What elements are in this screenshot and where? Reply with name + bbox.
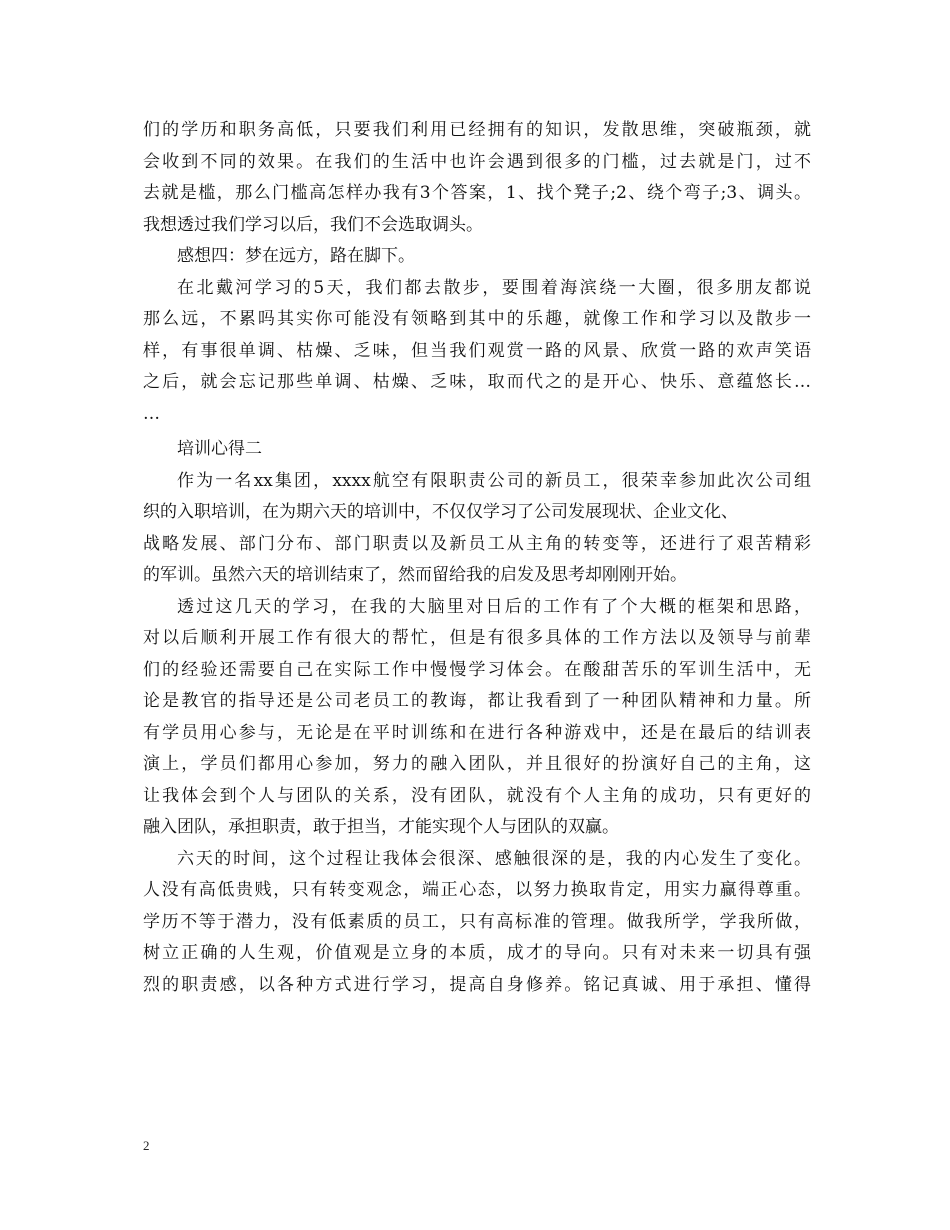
text-line: 演上，学员们都用心参加，努力的融入团队，并且很好的扮演好自己的主角，这: [143, 754, 811, 774]
text-line: 六天的时间，这个过程让我体会很深、感触很深的是，我的内心发生了变化。: [177, 848, 811, 869]
text-line: 我想透过我们学习以后，我们不会选取调头。: [143, 214, 483, 235]
text-line: 作为一名xx集团，xxxx航空有限职责公司的新员工，很荣幸参加此次公司组: [177, 470, 811, 491]
text-line: 树立正确的人生观，价值观是立身的本质，成才的导向。只有对未来一切具有强: [143, 943, 811, 963]
text-line: …: [143, 403, 160, 424]
page-number: 2: [143, 1138, 150, 1153]
text-line: 透过这几天的学习，在我的大脑里对日后的工作有了个大概的框架和思路，: [177, 596, 811, 617]
text-line: 织的入职培训，在为期六天的培训中，不仅仅学习了公司发展现状、企业文化、: [143, 502, 738, 522]
text-line: 战略发展、部门分布、部门职责以及新员工从主角的转变等，还进行了艰苦精彩: [143, 533, 811, 554]
text-line: 样，有事很单调、枯燥、乏味，但当我们观赏一路的风景、欣赏一路的欢声笑语: [143, 340, 811, 361]
text-line: 们的经验还需要自己在实际工作中慢慢学习体会。在酸甜苦乐的军训生活中，无: [143, 659, 811, 680]
text-line: 感想四：梦在远方，路在脚下。: [177, 246, 415, 266]
text-line: 去就是槛，那么门槛高怎样办我有3个答案，1、找个凳子;2、绕个弯子;3、调头。: [143, 183, 811, 203]
text-line: 让我体会到个人与团队的关系，没有团队，就没有个人主角的成功，只有更好的: [143, 785, 811, 806]
text-line: 人没有高低贵贱，只有转变观念，端正心态，以努力换取肯定，用实力赢得尊重。: [143, 880, 811, 900]
text-line: 烈的职责感，以各种方式进行学习，提高自身修养。铭记真诚、用于承担、懂得: [143, 974, 811, 995]
section-heading: 培训心得二: [177, 439, 262, 459]
document-body: [143, 115, 811, 1001]
text-line: 论是教官的指导还是公司老员工的教诲，都让我看到了一种团队精神和力量。所: [143, 691, 811, 711]
text-line: 在北戴河学习的5天，我们都去散步，要围着海滨绕一大圈，很多朋友都说: [177, 277, 811, 298]
text-line: 融入团队，承担职责，敢于担当，才能实现个人与团队的双赢。: [143, 817, 619, 837]
text-line: 有学员用心参与，无论是在平时训练和在进行各种游戏中，还是在最后的结训表: [143, 722, 811, 743]
text-line: 们的学历和职务高低，只要我们利用已经拥有的知识，发散思维，突破瓶颈，就: [143, 120, 811, 140]
text-line: 之后，就会忘记那些单调、枯燥、乏味，取而代之的是开心、快乐、意蕴悠长…: [143, 372, 811, 392]
text-line: 的军训。虽然六天的培训结束了，然而留给我的启发及思考却刚刚开始。: [143, 565, 687, 585]
text-line: 学历不等于潜力，没有低素质的员工，只有高标准的管理。做我所学，学我所做，: [143, 911, 811, 932]
text-line: 对以后顺利开展工作有很大的帮忙，但是有很多具体的工作方法以及领导与前辈: [143, 628, 811, 648]
text-line: 会收到不同的效果。在我们的生活中也许会遇到很多的门槛，过去就是门，过不: [143, 151, 811, 172]
text-line: 那么远，不累吗其实你可能没有领略到其中的乐趣，就像工作和学习以及散步一: [143, 309, 811, 329]
